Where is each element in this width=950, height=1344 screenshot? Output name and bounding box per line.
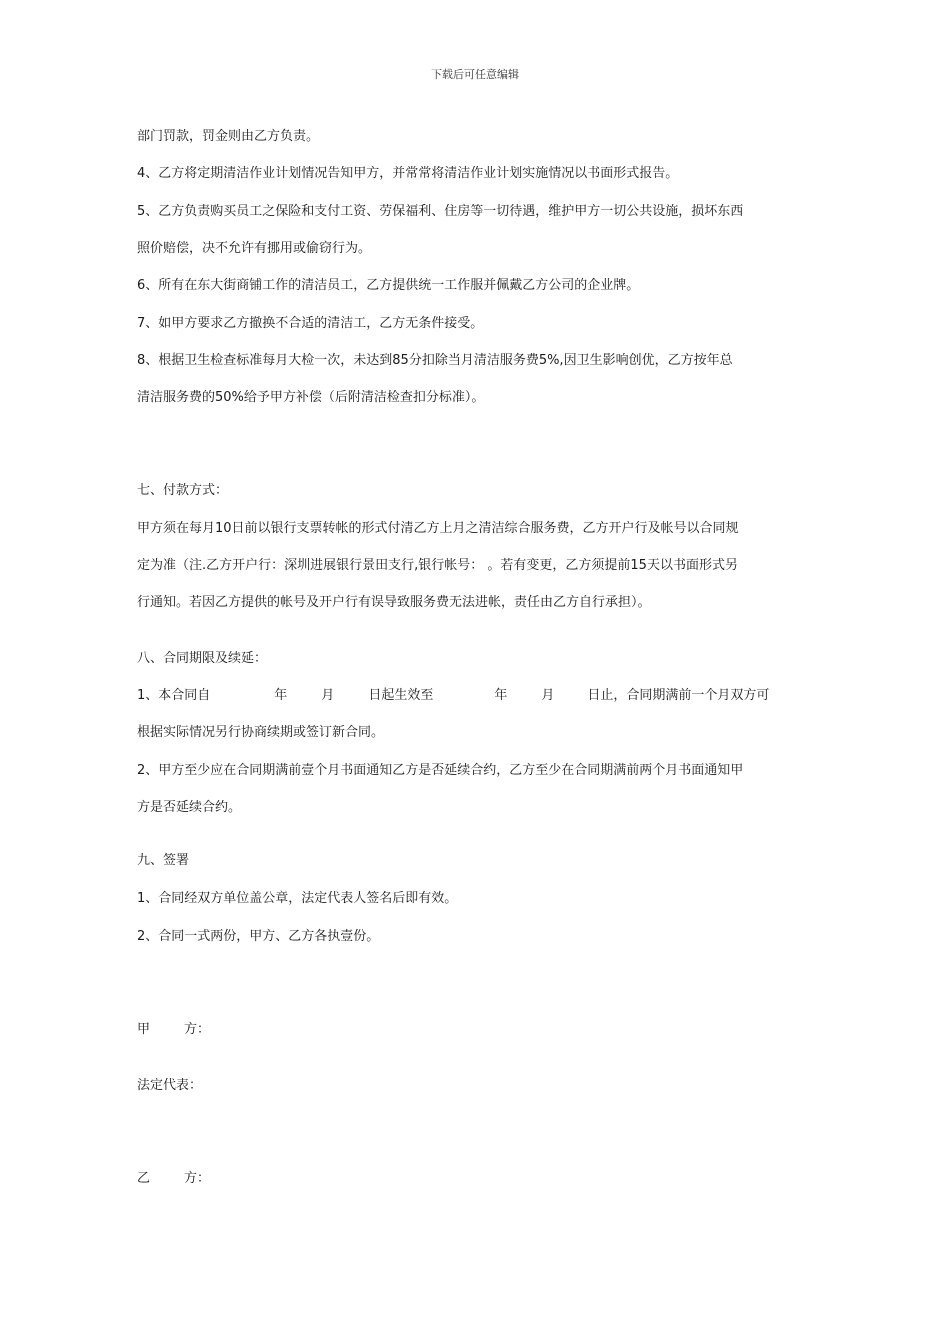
- term-start: 日起生效至: [368, 688, 434, 703]
- term-year-1: 年: [274, 688, 288, 703]
- clause-5-cont: 照价赔偿，决不允许有挪用或偷窃行为。: [137, 241, 372, 256]
- term-year-2: 年: [494, 688, 508, 703]
- page-header: 下载后可任意编辑: [431, 68, 519, 81]
- clause-7: 7、如甲方要求乙方撤换不合适的清洁工，乙方无条件接受。: [137, 316, 484, 331]
- payment-text-cont: 行通知。若因乙方提供的帐号及开户行有误导致服务费无法进帐，责任由乙方自行承担）。: [137, 595, 651, 610]
- term-clause-1-cont: 根据实际情况另行协商续期或签订新合同。: [137, 725, 385, 740]
- sign-clause-2: 2、合同一式两份，甲方、乙方各执壹份。: [137, 929, 380, 944]
- term-clause-1: [137, 687, 769, 705]
- legal-representative-label: 法定代表：: [137, 1078, 203, 1093]
- term-month-1: 月: [321, 688, 335, 703]
- term-clause-2-cont: 方是否延续合约。: [137, 800, 242, 815]
- section-9-heading: 九、签署: [137, 853, 190, 868]
- clause-8-cont: 清洁服务费的50%给予甲方补偿（后附清洁检查扣分标准）。: [137, 390, 485, 405]
- party-a-label: 甲 方：: [137, 1022, 211, 1037]
- term-end: 日止，合同期满前一个月双方可: [587, 688, 770, 703]
- sign-clause-1: 1、合同经双方单位盖公章，法定代表人签名后即有效。: [137, 891, 458, 906]
- payment-text-cont: 定为准（注.乙方开户行：深圳进展银行景田支行,银行帐号： 。若有变更，乙方须提前15天以书面形式另: [137, 558, 738, 573]
- term-prefix: 1、本合同自: [137, 688, 211, 703]
- section-8-heading: 八、合同期限及续延：: [137, 651, 268, 666]
- clause-6: 6、所有在东大街商铺工作的清洁员工，乙方提供统一工作服并佩戴乙方公司的企业牌。: [137, 278, 640, 293]
- clause-text: 部门罚款，罚金则由乙方负责。: [137, 129, 320, 144]
- section-7-heading: 七、付款方式：: [137, 483, 229, 498]
- term-clause-2: 2、甲方至少应在合同期满前壹个月书面通知乙方是否延续合约，乙方至少在合同期满前两个月书面通知甲: [137, 763, 744, 778]
- clause-8: 8、根据卫生检查标准每月大检一次，未达到85分扣除当月清洁服务费5%,因卫生影响创优，乙方按年总: [137, 353, 733, 368]
- payment-text: 甲方须在每月10日前以银行支票转帐的形式付清乙方上月之清洁综合服务费，乙方开户行及帐号以合同规: [137, 521, 739, 536]
- clause-4: 4、乙方将定期清洁作业计划情况告知甲方，并常常将清洁作业计划实施情况以书面形式报告。: [137, 166, 679, 181]
- term-month-2: 月: [541, 688, 555, 703]
- clause-5: 5、乙方负责购买员工之保险和支付工资、劳保福利、住房等一切待遇，维护甲方一切公共设施，损坏东西: [137, 204, 744, 219]
- party-b-label: 乙 方：: [137, 1171, 211, 1186]
